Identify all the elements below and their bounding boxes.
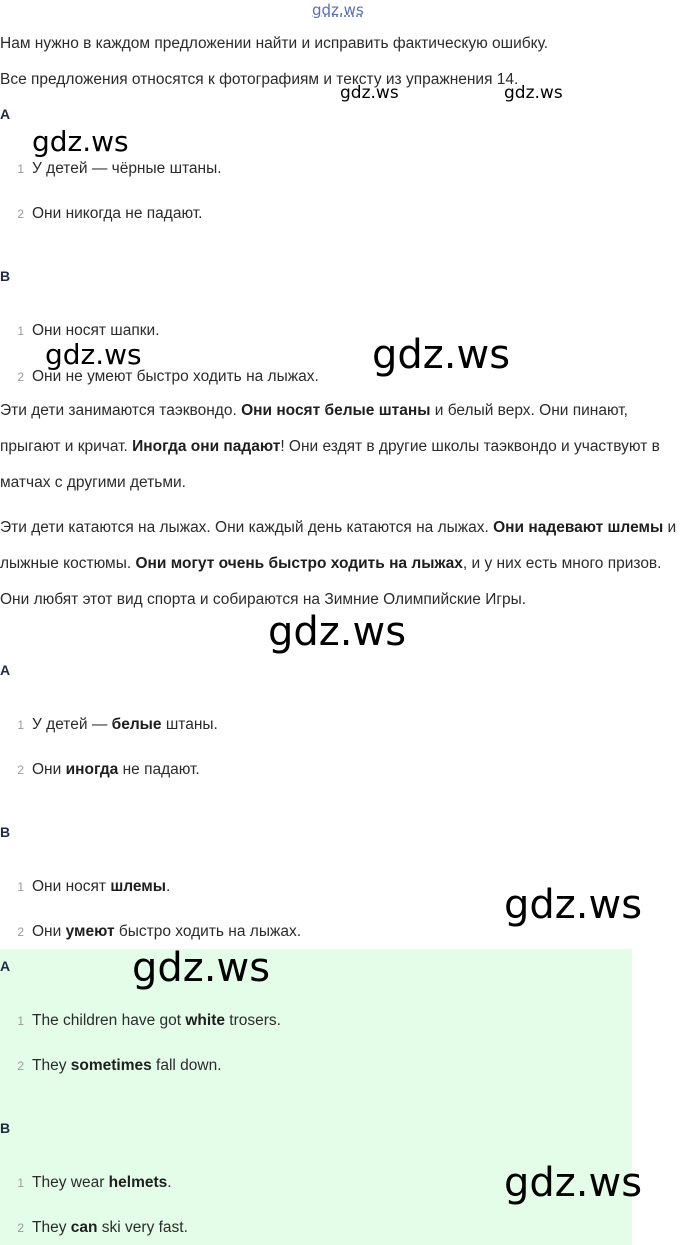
item-number: 2 (17, 1221, 24, 1235)
item-text: Они носят шапки. (32, 322, 160, 339)
item-number: 2 (17, 1059, 24, 1073)
list-item: 1 The children have got white trosers. (12, 1012, 281, 1030)
english-section-label-b: B (0, 1120, 11, 1136)
answer-section-label-a: A (0, 662, 11, 678)
list-item: 1 They wear helmets. (12, 1174, 172, 1192)
list-item (12, 160, 222, 178)
watermark: gdz.ws (504, 1160, 643, 1206)
list-item: 1 Они носят шлемы. (12, 878, 170, 896)
item-number: 2 (17, 370, 24, 384)
list-item: 2 They can ski very fast. (12, 1219, 188, 1237)
skiing-paragraph: Эти дети катаются на лыжах. Они каждый день катаются на лыжах. Они надевают шлемы и лыжные костюмы. Они могут очень быстро ходить на лыжах, и у них есть много призов. Они любят этот вид спорта и собираются на Зимние Олимпийские Игры. (0, 519, 677, 608)
item-number: 1 (17, 1014, 24, 1028)
item-text: Они никогда не падают. (32, 205, 203, 222)
list-item: 1 У детей — белые штаны. (12, 716, 218, 734)
list-item (12, 368, 319, 386)
watermark: gdz.ws (340, 83, 399, 103)
section-label-a: A (0, 106, 11, 122)
item-number: 1 (17, 880, 24, 894)
taekwondo-paragraph: Эти дети занимаются таэквондо. Они носят белые штаны и белый верх. Они пинают, прыгают и кричат. Иногда они падают! Они ездят в другие школы таэквондо и участвуют в матчах с другими детьми. (0, 402, 660, 491)
section-label-b: B (0, 268, 11, 284)
intro-line-1: Нам нужно в каждом предложении найти и исправить фактическую ошибку. (0, 35, 549, 52)
watermark: gdz.ws (504, 882, 643, 928)
item-text: У детей — чёрные штаны. (32, 160, 222, 177)
watermark: gdz.ws (268, 609, 407, 655)
item-number: 1 (17, 718, 24, 732)
watermark: gdz.ws (32, 125, 129, 158)
answer-section-label-b: B (0, 824, 11, 840)
list-item: 2 Они иногда не падают. (12, 761, 200, 779)
item-number: 2 (17, 763, 24, 777)
watermark-top-link[interactable]: gdz.ws (312, 1, 364, 19)
watermark: gdz.ws (45, 338, 142, 371)
list-item: 2 They sometimes fall down. (12, 1057, 222, 1075)
item-number: 2 (17, 925, 24, 939)
list-item: 2 Они умеют быстро ходить на лыжах. (12, 923, 301, 941)
watermark: gdz.ws (504, 83, 563, 103)
item-text: Они не умеют быстро ходить на лыжах. (32, 368, 319, 385)
intro-line-2: Все предложения относятся к фотографиям и тексту из упражнения 14. (0, 71, 519, 88)
watermark: gdz.ws (132, 945, 271, 991)
item-number: 1 (17, 162, 24, 176)
item-number: 1 (17, 324, 24, 338)
list-item (12, 205, 202, 223)
watermark: gdz.ws (372, 332, 511, 378)
english-section-label-a: A (0, 958, 11, 974)
item-number: 2 (17, 207, 24, 221)
item-number: 1 (17, 1176, 24, 1190)
